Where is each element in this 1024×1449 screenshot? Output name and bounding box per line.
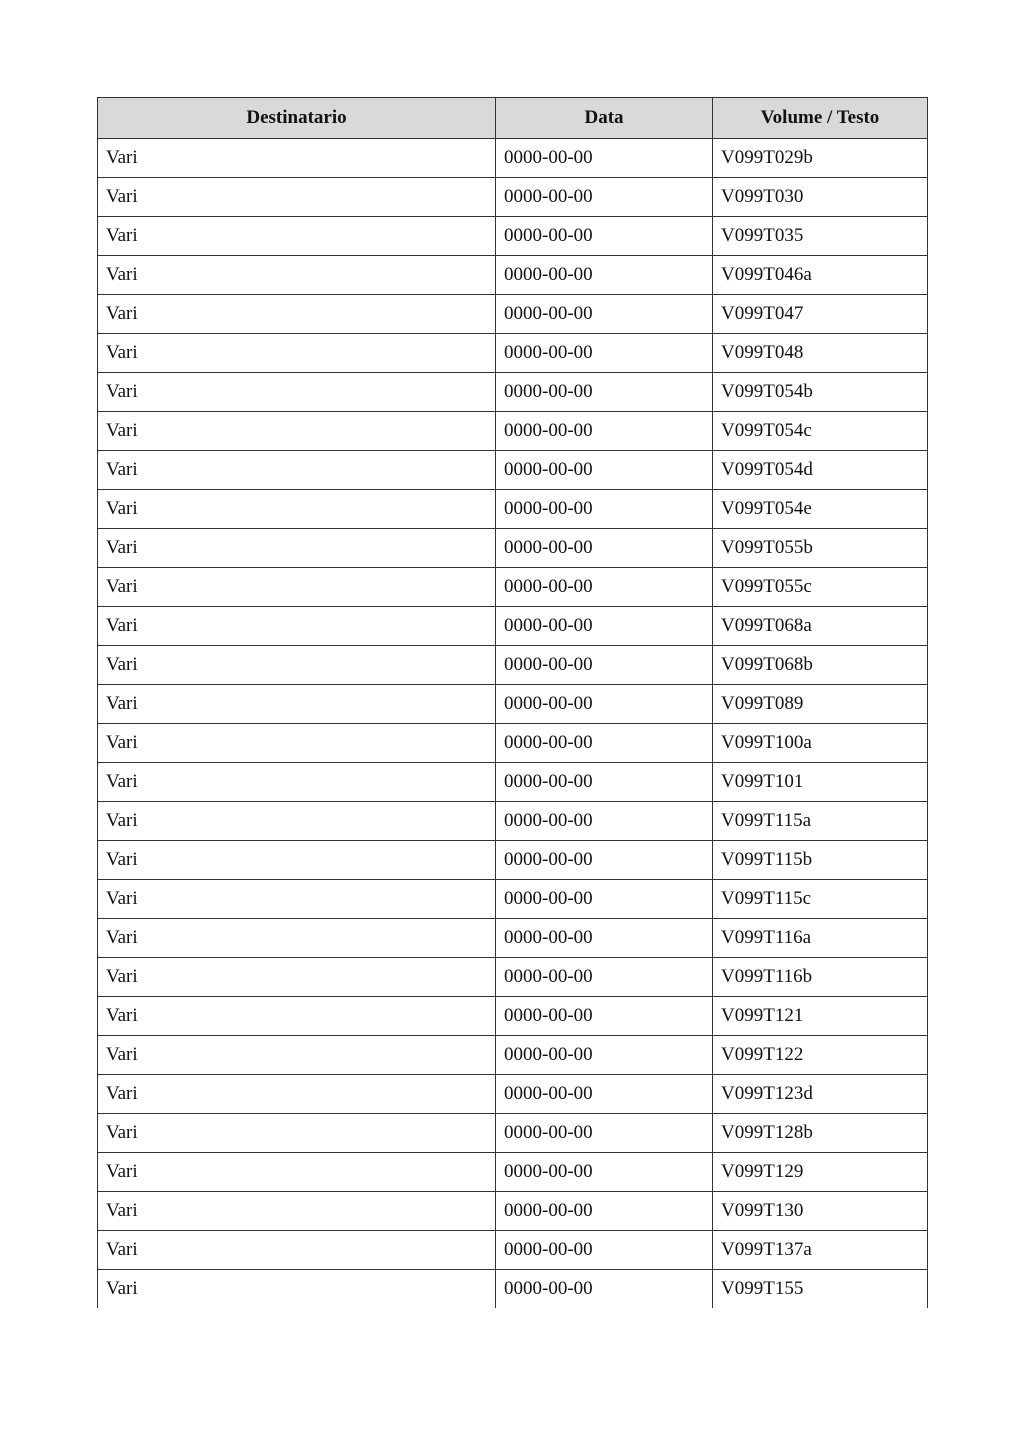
- table-row: [98, 178, 928, 217]
- table-row: [98, 1153, 928, 1192]
- destinatario-cell: Vari: [98, 646, 496, 685]
- destinatario-cell: Vari: [98, 178, 496, 217]
- table-row: [98, 685, 928, 724]
- data-cell: 0000-00-00: [496, 685, 713, 724]
- volume-testo-cell: V099T055c: [713, 568, 928, 607]
- destinatario-cell: Vari: [98, 490, 496, 529]
- table-row: [98, 451, 928, 490]
- table-row: [98, 490, 928, 529]
- data-cell: 0000-00-00: [496, 295, 713, 334]
- table-row: [98, 958, 928, 997]
- data-cell: 0000-00-00: [496, 256, 713, 295]
- table-row: [98, 412, 928, 451]
- volume-testo-cell: V099T116a: [713, 919, 928, 958]
- volume-testo-cell: V099T155: [713, 1270, 928, 1309]
- table-row: [98, 295, 928, 334]
- volume-testo-cell: V099T055b: [713, 529, 928, 568]
- destinatario-cell: Vari: [98, 412, 496, 451]
- volume-testo-cell: V099T054e: [713, 490, 928, 529]
- data-cell: 0000-00-00: [496, 139, 713, 178]
- data-cell: 0000-00-00: [496, 178, 713, 217]
- volume-testo-cell: V099T068a: [713, 607, 928, 646]
- destinatario-cell: Vari: [98, 958, 496, 997]
- volume-testo-cell: V099T054c: [713, 412, 928, 451]
- destinatario-cell: Vari: [98, 1153, 496, 1192]
- data-cell: 0000-00-00: [496, 646, 713, 685]
- table-row: [98, 607, 928, 646]
- column-header-destinatario: Destinatario: [98, 98, 496, 139]
- data-cell: 0000-00-00: [496, 880, 713, 919]
- volume-testo-cell: V099T047: [713, 295, 928, 334]
- table-row: [98, 373, 928, 412]
- table-row: [98, 334, 928, 373]
- destinatario-cell: Vari: [98, 1075, 496, 1114]
- data-cell: 0000-00-00: [496, 217, 713, 256]
- volume-testo-cell: V099T115c: [713, 880, 928, 919]
- data-cell: 0000-00-00: [496, 1270, 713, 1309]
- destinatario-cell: Vari: [98, 568, 496, 607]
- table-row: [98, 763, 928, 802]
- data-cell: 0000-00-00: [496, 373, 713, 412]
- table-row: [98, 919, 928, 958]
- destinatario-cell: Vari: [98, 880, 496, 919]
- data-cell: 0000-00-00: [496, 997, 713, 1036]
- destinatario-cell: Vari: [98, 295, 496, 334]
- volume-testo-cell: V099T116b: [713, 958, 928, 997]
- volume-testo-cell: V099T129: [713, 1153, 928, 1192]
- table-row: [98, 1270, 928, 1309]
- data-cell: 0000-00-00: [496, 724, 713, 763]
- header-row: [98, 98, 928, 139]
- data-cell: 0000-00-00: [496, 607, 713, 646]
- table-row: [98, 139, 928, 178]
- table-row: [98, 217, 928, 256]
- table-body: [98, 139, 928, 1309]
- volume-testo-cell: V099T046a: [713, 256, 928, 295]
- destinatario-cell: Vari: [98, 1036, 496, 1075]
- data-cell: 0000-00-00: [496, 490, 713, 529]
- destinatario-cell: Vari: [98, 724, 496, 763]
- volume-testo-cell: V099T054b: [713, 373, 928, 412]
- volume-testo-cell: V099T035: [713, 217, 928, 256]
- destinatario-cell: Vari: [98, 373, 496, 412]
- data-cell: 0000-00-00: [496, 919, 713, 958]
- data-cell: 0000-00-00: [496, 1075, 713, 1114]
- destinatario-cell: Vari: [98, 607, 496, 646]
- destinatario-cell: Vari: [98, 802, 496, 841]
- destinatario-cell: Vari: [98, 451, 496, 490]
- volume-testo-cell: V099T054d: [713, 451, 928, 490]
- data-cell: 0000-00-00: [496, 334, 713, 373]
- volume-testo-cell: V099T100a: [713, 724, 928, 763]
- destinatario-cell: Vari: [98, 1192, 496, 1231]
- data-cell: 0000-00-00: [496, 802, 713, 841]
- data-cell: 0000-00-00: [496, 529, 713, 568]
- table-row: [98, 1075, 928, 1114]
- table-row: [98, 1231, 928, 1270]
- destinatario-cell: Vari: [98, 763, 496, 802]
- table-row: [98, 256, 928, 295]
- data-cell: 0000-00-00: [496, 1231, 713, 1270]
- destinatario-cell: Vari: [98, 1114, 496, 1153]
- table-row: [98, 802, 928, 841]
- destinatario-cell: Vari: [98, 217, 496, 256]
- table-row: [98, 529, 928, 568]
- data-cell: 0000-00-00: [496, 451, 713, 490]
- destinatario-cell: Vari: [98, 139, 496, 178]
- data-cell: 0000-00-00: [496, 1114, 713, 1153]
- volume-testo-cell: V099T089: [713, 685, 928, 724]
- column-header-data: Data: [496, 98, 713, 139]
- volume-testo-cell: V099T029b: [713, 139, 928, 178]
- volume-testo-cell: V099T115b: [713, 841, 928, 880]
- data-cell: 0000-00-00: [496, 568, 713, 607]
- volume-testo-cell: V099T101: [713, 763, 928, 802]
- destinatario-cell: Vari: [98, 841, 496, 880]
- volume-testo-cell: V099T122: [713, 1036, 928, 1075]
- volume-testo-cell: V099T130: [713, 1192, 928, 1231]
- table-row: [98, 568, 928, 607]
- destinatario-cell: Vari: [98, 1270, 496, 1309]
- destinatario-cell: Vari: [98, 334, 496, 373]
- volume-testo-cell: V099T048: [713, 334, 928, 373]
- data-cell: 0000-00-00: [496, 1036, 713, 1075]
- destinatario-cell: Vari: [98, 919, 496, 958]
- volume-testo-cell: V099T123d: [713, 1075, 928, 1114]
- table-row: [98, 1036, 928, 1075]
- volume-testo-cell: V099T030: [713, 178, 928, 217]
- destinatario-cell: Vari: [98, 997, 496, 1036]
- table-row: [98, 646, 928, 685]
- table-row: [98, 997, 928, 1036]
- volume-testo-cell: V099T115a: [713, 802, 928, 841]
- table-row: [98, 1192, 928, 1231]
- destinatario-cell: Vari: [98, 1231, 496, 1270]
- volume-testo-cell: V099T137a: [713, 1231, 928, 1270]
- table-row: [98, 880, 928, 919]
- table-header: [98, 98, 928, 139]
- data-cell: 0000-00-00: [496, 841, 713, 880]
- data-cell: 0000-00-00: [496, 763, 713, 802]
- data-cell: 0000-00-00: [496, 1153, 713, 1192]
- volume-testo-cell: V099T068b: [713, 646, 928, 685]
- volume-testo-cell: V099T128b: [713, 1114, 928, 1153]
- destinatario-cell: Vari: [98, 256, 496, 295]
- destinatario-cell: Vari: [98, 685, 496, 724]
- volume-testo-cell: V099T121: [713, 997, 928, 1036]
- data-cell: 0000-00-00: [496, 958, 713, 997]
- records-table: [97, 97, 928, 1308]
- table-row: [98, 724, 928, 763]
- table-row: [98, 841, 928, 880]
- table-row: [98, 1114, 928, 1153]
- data-cell: 0000-00-00: [496, 412, 713, 451]
- destinatario-cell: Vari: [98, 529, 496, 568]
- data-cell: 0000-00-00: [496, 1192, 713, 1231]
- column-header-volume-testo: Volume / Testo: [713, 98, 928, 139]
